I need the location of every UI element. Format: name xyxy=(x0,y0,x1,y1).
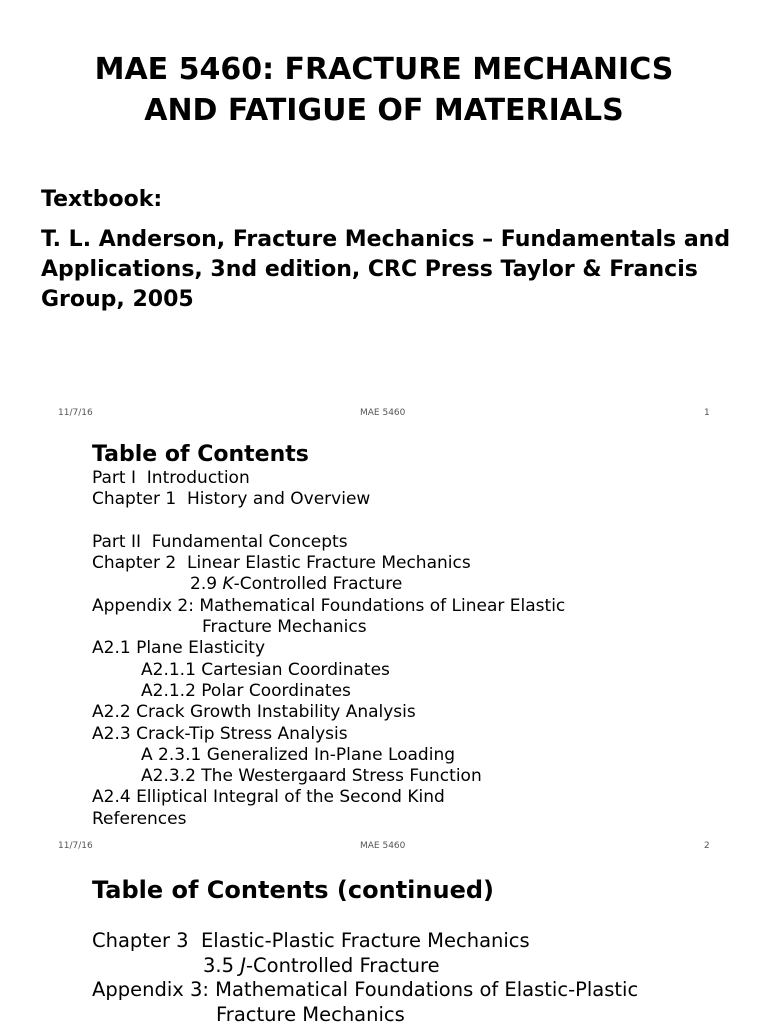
toc-list xyxy=(92,468,565,830)
toc-entry: A2.3 Crack-Tip Stress Analysis xyxy=(92,724,565,745)
document-title-line-1: MAE 5460: FRACTURE MECHANICS xyxy=(0,50,768,90)
toc-entry: Chapter 1 History and Overview xyxy=(92,489,565,510)
footer-date: 11/7/16 xyxy=(58,408,93,418)
toc-entry: 3.5 J-Controlled Fracture xyxy=(92,954,638,979)
toc-entry: A 2.3.1 Generalized In-Plane Loading xyxy=(92,745,565,766)
footer-course: MAE 5460 xyxy=(360,841,405,851)
toc-entry: Part II Fundamental Concepts xyxy=(92,532,565,553)
toc-entry: A2.3.2 The Westergaard Stress Function xyxy=(92,766,565,787)
toc-entry: A2.2 Crack Growth Instability Analysis xyxy=(92,702,565,723)
toc-entry xyxy=(92,511,565,532)
toc-entry: A2.1.1 Cartesian Coordinates xyxy=(92,660,565,681)
document-title-line-2: AND FATIGUE OF MATERIALS xyxy=(0,91,768,131)
toc-heading: Table of Contents xyxy=(92,442,309,467)
toc-entry: Fracture Mechanics xyxy=(92,1003,638,1027)
toc-entry: A2.4 Elliptical Integral of the Second Kind xyxy=(92,787,565,808)
toc-entry: Fracture Mechanics xyxy=(92,617,565,638)
toc-entry: A2.1 Plane Elasticity xyxy=(92,638,565,659)
footer-date: 11/7/16 xyxy=(58,841,93,851)
toc-entry: A2.1.2 Polar Coordinates xyxy=(92,681,565,702)
toc-entry: Chapter 2 Linear Elastic Fracture Mechanics xyxy=(92,553,565,574)
toc-continued-heading: Table of Contents (continued) xyxy=(92,876,494,904)
toc-continued-list xyxy=(92,929,638,1027)
toc-entry: Part I Introduction xyxy=(92,468,565,489)
toc-entry: Chapter 3 Elastic-Plastic Fracture Mechanics xyxy=(92,929,638,954)
toc-entry: 2.9 K-Controlled Fracture xyxy=(92,574,565,595)
toc-entry: Appendix 3: Mathematical Foundations of Elastic-Plastic xyxy=(92,978,638,1003)
toc-entry: Appendix 2: Mathematical Foundations of Linear Elastic xyxy=(92,596,565,617)
footer-page-number: 2 xyxy=(704,841,710,851)
textbook-reference: T. L. Anderson, Fracture Mechanics – Fundamentals and Applications, 3nd edition, CRC Press Taylor & Francis Group, 2005 xyxy=(41,225,741,315)
toc-entry: References xyxy=(92,809,565,830)
footer-course: MAE 5460 xyxy=(360,408,405,418)
footer-page-number: 1 xyxy=(704,408,710,418)
textbook-label: Textbook: xyxy=(41,185,741,215)
